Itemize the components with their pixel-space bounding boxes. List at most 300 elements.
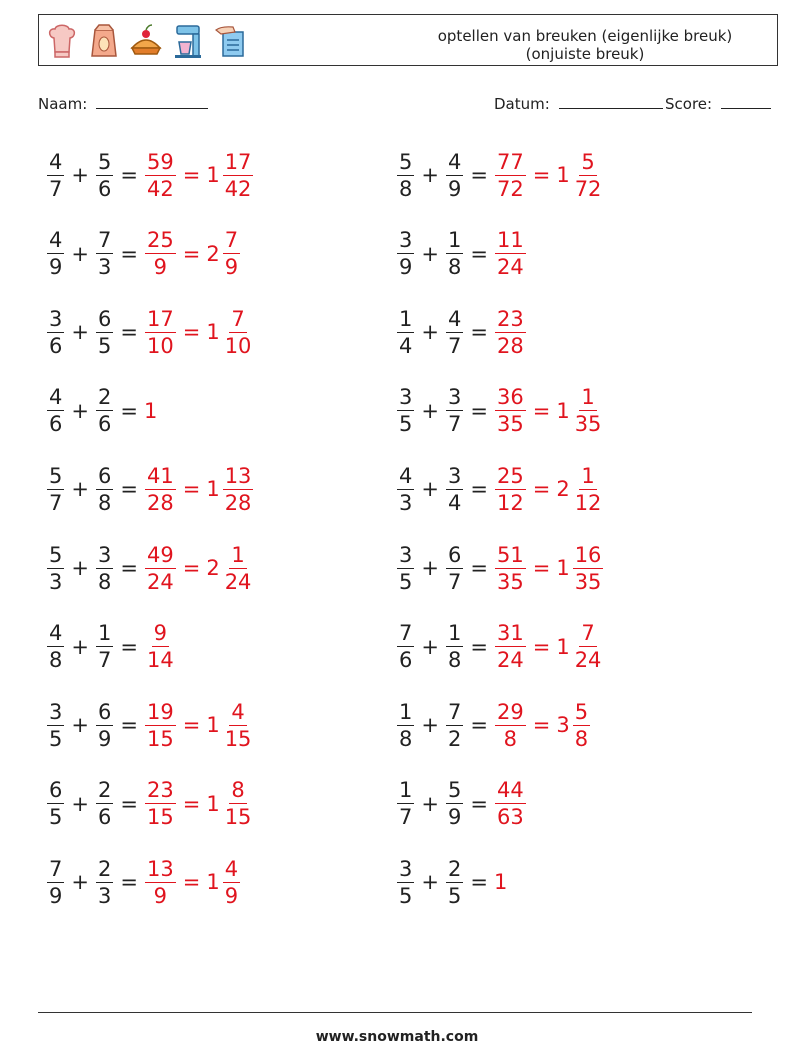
answer-equals-sign: =: [182, 477, 201, 502]
addend-1: [47, 306, 64, 359]
mixed-numerator: 7: [581, 621, 595, 646]
mixed-fraction: [223, 856, 240, 909]
addend-1-denominator: 6: [49, 333, 63, 358]
answer-improper-denominator: 42: [146, 176, 174, 201]
addend-1-numerator: 3: [399, 385, 413, 410]
addend-1: [397, 463, 414, 516]
addend-1-numerator: 4: [49, 385, 63, 410]
mixed-numerator: 4: [231, 699, 245, 724]
mixed-denominator: 28: [224, 490, 252, 515]
answer-improper-denominator: 12: [496, 490, 524, 515]
problem-item: [396, 847, 507, 917]
addend-2-denominator: 7: [97, 648, 112, 673]
answer: [494, 384, 604, 437]
addend-1: [397, 699, 414, 752]
addend-1-denominator: 4: [399, 333, 413, 358]
addend-2-numerator: 1: [447, 228, 462, 253]
addend-2: [446, 227, 463, 280]
addend-2-numerator: 2: [97, 778, 112, 803]
mixed-numerator: 13: [224, 463, 252, 488]
answer: [494, 870, 507, 894]
answer: [144, 227, 241, 280]
answer-improper-numerator: 13: [146, 856, 174, 881]
name-blank: [96, 94, 208, 109]
problem-item: [396, 376, 604, 446]
mixed-denominator: 9: [224, 255, 239, 280]
answer-whole: 1: [493, 870, 508, 895]
addend-2-numerator: 4: [447, 306, 462, 331]
addend-2-numerator: 2: [97, 385, 112, 410]
addend-2-denominator: 9: [447, 805, 462, 830]
addend-1-denominator: 5: [399, 569, 413, 594]
addend-2: [96, 306, 113, 359]
answer-equals-sign: =: [532, 713, 551, 738]
mixed-whole: 1: [556, 634, 570, 659]
addend-1-numerator: 5: [49, 542, 63, 567]
equals-sign: =: [120, 398, 138, 423]
problem-item: [396, 219, 527, 289]
title-line-2: (onjuiste breuk): [525, 45, 645, 63]
name-label: Naam:: [38, 95, 88, 113]
addend-2-denominator: 5: [447, 883, 462, 908]
plus-sign: +: [421, 791, 439, 816]
mixed-fraction: [573, 463, 604, 516]
mixed-denominator: 35: [574, 412, 602, 437]
equals-sign: =: [470, 477, 488, 502]
mixed-fraction: [573, 149, 604, 202]
answer: [144, 620, 177, 673]
answer-equals-sign: =: [532, 163, 551, 187]
mixed-numerator: 5: [574, 699, 589, 724]
plus-sign: +: [71, 556, 89, 580]
problem-item: [396, 140, 604, 210]
answer-equals-sign: =: [182, 241, 201, 266]
answer: [494, 699, 591, 752]
addend-2-denominator: 7: [447, 569, 462, 594]
answer-improper-denominator: 24: [146, 569, 174, 594]
addend-1: [47, 384, 64, 437]
answer-improper-denominator: 28: [496, 333, 524, 358]
mixed-numerator: 16: [574, 542, 602, 567]
equals-sign: =: [470, 713, 488, 738]
equals-sign: =: [470, 320, 488, 345]
plus-sign: +: [71, 163, 89, 187]
addend-2-numerator: 5: [447, 778, 462, 803]
mixed-fraction: [223, 699, 254, 752]
addend-2-numerator: 3: [447, 385, 462, 410]
answer: [144, 306, 254, 359]
title-line-1: optellen van breuken (eigenlijke breuk): [437, 27, 733, 45]
addend-2: [446, 542, 463, 595]
addend-2: [446, 699, 463, 752]
mixed-denominator: 72: [574, 176, 602, 201]
mixed-denominator: 9: [224, 883, 239, 908]
addend-1: [397, 227, 414, 280]
addend-2: [446, 620, 463, 673]
answer: [494, 542, 604, 595]
answer-improper: [495, 149, 526, 202]
score-field: [665, 94, 771, 113]
answer-improper: [495, 620, 526, 673]
answer-improper-denominator: 24: [496, 255, 524, 280]
mixed-denominator: 35: [574, 569, 602, 594]
mixed-denominator: 24: [224, 569, 252, 594]
answer-improper-numerator: 29: [496, 699, 524, 724]
equals-sign: =: [120, 477, 138, 502]
mixed-whole: 1: [206, 870, 220, 895]
addend-1: [47, 149, 64, 202]
answer-improper: [495, 699, 526, 752]
answer-improper-denominator: 35: [496, 412, 524, 437]
addend-1-denominator: 8: [49, 648, 63, 673]
problem-item: [396, 769, 527, 839]
mixed-fraction: [223, 149, 254, 202]
answer: [144, 149, 254, 202]
addend-2: [446, 777, 463, 830]
mixed-fraction: [223, 542, 254, 595]
addend-2-denominator: 8: [97, 490, 112, 515]
mixed-fraction: [223, 227, 240, 280]
addend-1-numerator: 7: [49, 856, 63, 881]
plus-sign: +: [71, 241, 89, 266]
addend-1-numerator: 3: [49, 306, 63, 331]
addend-2: [96, 542, 113, 595]
plus-sign: +: [71, 791, 89, 816]
answer-improper-numerator: 25: [496, 463, 524, 488]
addend-1-numerator: 1: [399, 699, 413, 724]
equals-sign: =: [470, 870, 488, 895]
answer-equals-sign: =: [182, 791, 201, 816]
problem-item: [46, 297, 254, 367]
answer-equals-sign: =: [182, 163, 201, 187]
addend-2: [96, 620, 113, 673]
answer-improper: [145, 699, 176, 752]
addend-1-denominator: 6: [49, 412, 63, 437]
addend-2-denominator: 4: [447, 490, 462, 515]
problem-item: [396, 454, 604, 524]
answer-improper-numerator: 49: [146, 542, 174, 567]
answer-improper-numerator: 31: [496, 621, 524, 646]
plus-sign: +: [71, 870, 89, 895]
answer-equals-sign: =: [182, 870, 201, 895]
answer-improper: [145, 620, 176, 673]
equals-sign: =: [470, 791, 488, 816]
answer-improper-numerator: 19: [146, 699, 174, 724]
addend-1-numerator: 7: [399, 621, 413, 646]
answer-improper-denominator: 35: [496, 569, 524, 594]
addend-2: [446, 149, 463, 202]
addend-2-denominator: 2: [447, 726, 462, 751]
addend-2-denominator: 8: [97, 569, 112, 594]
equals-sign: =: [120, 163, 138, 187]
answer-improper-numerator: 51: [496, 542, 524, 567]
problem-item: [46, 219, 241, 289]
answer-improper: [495, 384, 526, 437]
answer-improper: [495, 306, 526, 359]
problem-item: [46, 612, 177, 682]
answer-improper: [145, 777, 176, 830]
mixed-numerator: 7: [224, 228, 239, 253]
answer-improper-denominator: 9: [153, 255, 168, 280]
answer: [494, 777, 527, 830]
mixed-fraction: [573, 699, 590, 752]
answer-improper: [495, 777, 526, 830]
addend-2: [446, 463, 463, 516]
date-label: Datum:: [494, 95, 550, 113]
answer-improper-numerator: 23: [146, 778, 174, 803]
addend-1-denominator: 5: [399, 883, 413, 908]
answer: [494, 227, 527, 280]
answer: [144, 399, 157, 423]
addend-2-numerator: 3: [447, 463, 462, 488]
answer-improper: [495, 227, 526, 280]
mixed-denominator: 24: [574, 648, 602, 673]
addend-1: [397, 620, 414, 673]
mixed-denominator: 15: [224, 805, 252, 830]
mixed-whole: 1: [556, 556, 570, 580]
answer-improper-denominator: 15: [146, 726, 174, 751]
addend-2-numerator: 1: [447, 621, 462, 646]
mixed-whole: 1: [206, 163, 220, 187]
answer-improper-numerator: 11: [496, 228, 524, 253]
addend-2-numerator: 4: [447, 149, 462, 174]
addend-1: [397, 542, 414, 595]
problem-item: [46, 769, 254, 839]
problem-item: [396, 533, 604, 603]
addend-2-denominator: 6: [97, 176, 112, 201]
addend-1: [397, 777, 414, 830]
addend-2-numerator: 2: [97, 856, 112, 881]
mixed-fraction: [223, 306, 254, 359]
answer: [144, 777, 254, 830]
addend-2: [96, 227, 113, 280]
problem-item: [46, 690, 254, 760]
mixed-whole: 2: [206, 241, 220, 266]
answer-equals-sign: =: [532, 634, 551, 659]
problem-item: [46, 376, 157, 446]
mixed-denominator: 8: [574, 726, 589, 751]
addend-1-numerator: 3: [399, 856, 413, 881]
addend-1: [47, 227, 64, 280]
problem-item: [396, 612, 604, 682]
plus-sign: +: [421, 870, 439, 895]
addend-1: [47, 542, 64, 595]
equals-sign: =: [470, 398, 488, 423]
addend-1-numerator: 6: [49, 778, 63, 803]
answer-improper: [495, 542, 526, 595]
answer-equals-sign: =: [532, 398, 551, 423]
addend-1: [47, 856, 64, 909]
addend-2-denominator: 9: [97, 726, 112, 751]
answer-improper-denominator: 63: [496, 805, 524, 830]
addend-2-denominator: 7: [447, 412, 462, 437]
plus-sign: +: [421, 713, 439, 738]
plus-sign: +: [71, 713, 89, 738]
mixed-whole: 1: [206, 713, 220, 738]
addend-2-denominator: 8: [447, 648, 462, 673]
addend-2: [96, 463, 113, 516]
addend-1-denominator: 5: [49, 805, 63, 830]
mixed-fraction: [223, 463, 254, 516]
answer-improper-denominator: 28: [146, 490, 174, 515]
answer-improper-denominator: 10: [146, 333, 174, 358]
answer-improper-denominator: 9: [153, 883, 168, 908]
answer: [494, 620, 604, 673]
addend-2: [96, 384, 113, 437]
addend-1: [397, 384, 414, 437]
addend-2: [446, 306, 463, 359]
answer: [144, 856, 241, 909]
addend-2-denominator: 7: [447, 333, 462, 358]
addend-2-denominator: 9: [447, 176, 462, 201]
score-label: Score:: [665, 95, 713, 113]
header-icons: [45, 21, 247, 61]
answer-improper-numerator: 25: [146, 228, 174, 253]
answer-improper-numerator: 77: [496, 149, 524, 174]
mixed-whole: 1: [556, 398, 570, 423]
answer-equals-sign: =: [182, 556, 201, 580]
mixed-fraction: [223, 777, 254, 830]
addend-2-numerator: 6: [447, 542, 462, 567]
answer-improper: [145, 227, 176, 280]
addend-1-denominator: 9: [49, 255, 63, 280]
addend-2-numerator: 6: [97, 306, 112, 331]
addend-2-denominator: 6: [97, 412, 112, 437]
equals-sign: =: [120, 713, 138, 738]
addend-1-numerator: 4: [49, 228, 63, 253]
answer-improper-numerator: 59: [146, 149, 174, 174]
problem-item: [396, 297, 527, 367]
recipe-card-icon: [213, 22, 247, 60]
addend-2-numerator: 7: [97, 228, 112, 253]
addend-1-numerator: 5: [399, 149, 413, 174]
plus-sign: +: [71, 634, 89, 659]
addend-1-numerator: 1: [399, 778, 413, 803]
addend-2: [96, 699, 113, 752]
mixed-numerator: 1: [231, 542, 245, 567]
addend-1-denominator: 7: [399, 805, 413, 830]
addend-1-denominator: 8: [399, 726, 413, 751]
answer-equals-sign: =: [532, 477, 551, 502]
answer-improper: [145, 542, 176, 595]
addend-2-denominator: 3: [97, 255, 112, 280]
addend-2: [446, 856, 463, 909]
answer: [494, 149, 604, 202]
addend-1-numerator: 4: [49, 149, 63, 174]
answer-improper: [145, 306, 176, 359]
answer-improper-numerator: 44: [496, 778, 524, 803]
plus-sign: +: [421, 398, 439, 423]
addend-1-denominator: 6: [399, 648, 413, 673]
pie-icon: [129, 22, 163, 60]
addend-2-numerator: 7: [447, 699, 462, 724]
addend-2: [446, 384, 463, 437]
chef-hat-icon: [45, 22, 79, 60]
mixed-numerator: 1: [581, 463, 595, 488]
header-box: [38, 14, 778, 66]
mixed-whole: 1: [206, 791, 220, 816]
equals-sign: =: [120, 634, 138, 659]
mixed-denominator: 42: [224, 176, 252, 201]
answer-improper-denominator: 72: [496, 176, 524, 201]
mixed-fraction: [573, 620, 604, 673]
name-field: [38, 94, 208, 113]
addend-2-denominator: 5: [97, 333, 112, 358]
answer-improper: [145, 463, 176, 516]
addend-1-denominator: 8: [399, 176, 413, 201]
mixed-whole: 1: [206, 320, 220, 345]
answer-improper-denominator: 8: [503, 726, 518, 751]
plus-sign: +: [421, 634, 439, 659]
problem-item: [46, 140, 254, 210]
stand-mixer-icon: [171, 22, 205, 60]
addend-2-numerator: 6: [97, 699, 112, 724]
addend-1-denominator: 9: [399, 255, 413, 280]
mixed-fraction: [573, 542, 604, 595]
addend-1: [397, 856, 414, 909]
addend-2-numerator: 6: [97, 463, 112, 488]
mixed-fraction: [573, 384, 604, 437]
equals-sign: =: [120, 241, 138, 266]
problem-item: [46, 847, 241, 917]
answer-improper-numerator: 41: [146, 463, 174, 488]
addend-1-numerator: 5: [49, 463, 63, 488]
answer-improper: [145, 149, 176, 202]
addend-2: [96, 149, 113, 202]
equals-sign: =: [470, 634, 488, 659]
addend-1-numerator: 4: [49, 621, 63, 646]
addend-1: [47, 777, 64, 830]
addend-1-numerator: 3: [399, 228, 413, 253]
mixed-numerator: 17: [224, 149, 252, 174]
score-blank: [721, 94, 771, 109]
addend-1: [47, 620, 64, 673]
mixed-whole: 2: [206, 556, 220, 580]
addend-1-denominator: 3: [49, 569, 63, 594]
mixed-denominator: 10: [224, 333, 252, 358]
plus-sign: +: [421, 477, 439, 502]
mixed-whole: 3: [556, 713, 570, 738]
addend-1-denominator: 3: [399, 490, 413, 515]
footer-divider: [38, 1012, 752, 1013]
plus-sign: +: [71, 320, 89, 345]
answer-equals-sign: =: [182, 713, 201, 738]
addend-1-denominator: 5: [399, 412, 413, 437]
equals-sign: =: [120, 556, 138, 580]
mixed-numerator: 7: [231, 306, 245, 331]
mixed-denominator: 12: [574, 490, 602, 515]
addend-1-denominator: 7: [49, 490, 63, 515]
answer-improper-numerator: 9: [153, 621, 168, 646]
mixed-whole: 1: [206, 477, 220, 502]
addend-1-numerator: 3: [49, 699, 63, 724]
plus-sign: +: [421, 320, 439, 345]
addend-1: [397, 149, 414, 202]
addend-2: [96, 777, 113, 830]
addend-1-numerator: 1: [399, 306, 413, 331]
answer: [144, 699, 254, 752]
mixed-numerator: 5: [581, 149, 595, 174]
addend-2-denominator: 6: [97, 805, 112, 830]
addend-2-numerator: 2: [447, 856, 462, 881]
addend-1-numerator: 4: [399, 463, 413, 488]
mixed-whole: 1: [556, 163, 570, 187]
answer: [144, 463, 254, 516]
addend-1: [47, 699, 64, 752]
addend-2-denominator: 3: [97, 883, 112, 908]
addend-1-denominator: 7: [49, 176, 63, 201]
answer-improper: [145, 856, 176, 909]
